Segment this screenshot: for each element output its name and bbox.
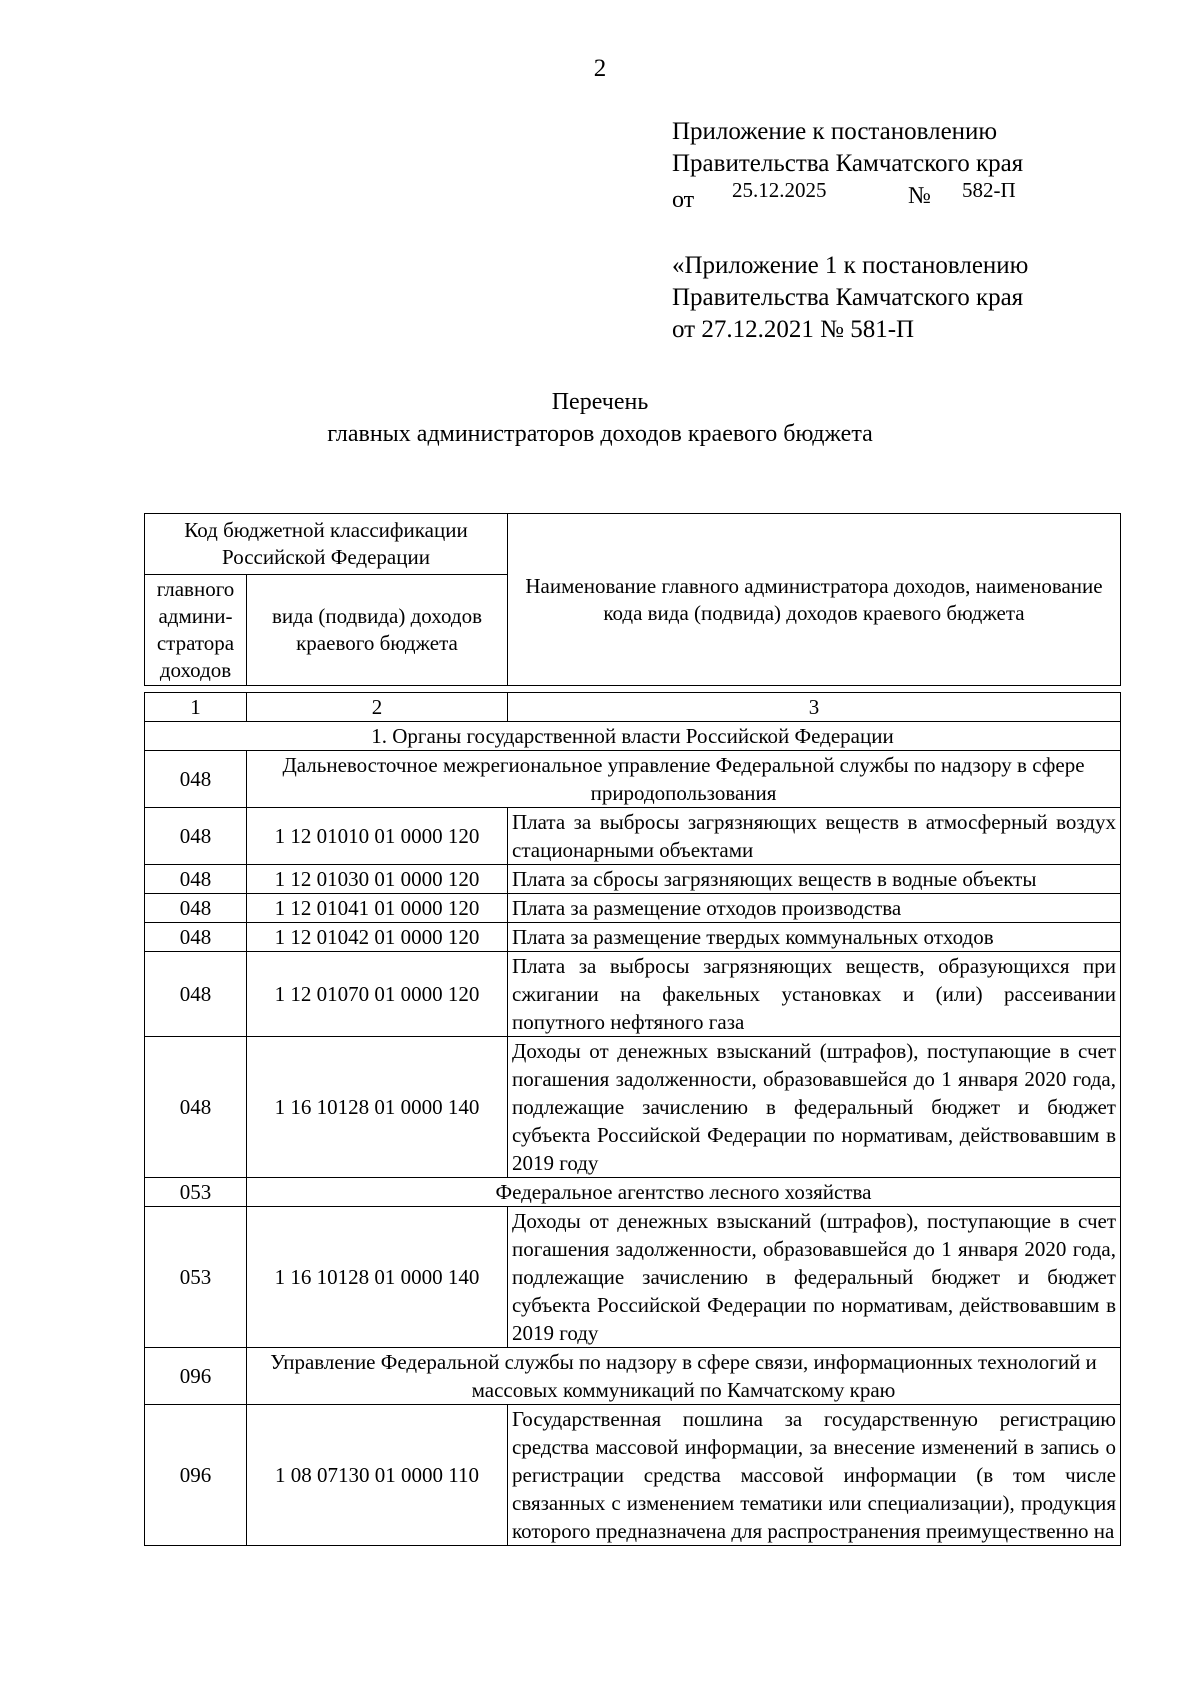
header-group-cell: Код бюджетной классификации Российской Федерации — [145, 514, 508, 575]
table-row — [145, 1348, 1121, 1405]
appendix-original-line2: Правительства Камчатского края — [672, 284, 1024, 311]
administrator-name: Управление Федеральной службы по надзору в сфере связи, информационных технологий и массовых коммуникаций по Камчатскому краю — [247, 1348, 1121, 1405]
number-label: № — [908, 183, 931, 209]
admin-code: 048 — [145, 894, 247, 923]
income-name: Доходы от денежных взысканий (штрафов), поступающие в счет погашения задолженности, образовавшейся до 1 января 2020 года, подлежащие зачислению в федеральный бюджет и бюджет субъекта Российской Федерации по нормативам, действовавшим в 2019 году — [508, 1037, 1121, 1178]
income-name: Доходы от денежных взысканий (штрафов), поступающие в счет погашения задолженности, образовавшейся до 1 января 2020 года, подлежащие зачислению в федеральный бюджет и бюджет субъекта Российской Федерации по нормативам, действовавшим в 2019 году — [508, 1207, 1121, 1348]
income-code: 1 12 01042 01 0000 120 — [247, 923, 508, 952]
table-row — [145, 923, 1121, 952]
table-row — [145, 1405, 1121, 1546]
appendix-current-line2: Правительства Камчатского края — [672, 150, 1024, 177]
table-row — [145, 865, 1121, 894]
table-row — [145, 1178, 1121, 1207]
page-number: 2 — [593, 55, 607, 82]
column-number-2: 2 — [247, 693, 508, 722]
column-number-row — [145, 693, 1121, 722]
decree-number: 582-П — [962, 178, 1016, 202]
table-row — [145, 1037, 1121, 1178]
admin-code: 048 — [145, 923, 247, 952]
appendix-original-block — [672, 250, 1028, 346]
admin-code: 053 — [145, 1178, 247, 1207]
decree-date: 25.12.2025 — [732, 178, 827, 202]
appendix-original-line3: от 27.12.2021 № 581-П — [672, 316, 915, 343]
appendix-current-block — [672, 116, 1023, 212]
income-code: 1 12 01070 01 0000 120 — [247, 952, 508, 1037]
appendix-current-reference — [672, 180, 1023, 212]
document-title — [0, 386, 1200, 450]
admin-code: 096 — [145, 1348, 247, 1405]
income-code: 1 16 10128 01 0000 140 — [247, 1207, 508, 1348]
income-code: 1 12 01030 01 0000 120 — [247, 865, 508, 894]
income-code: 1 16 10128 01 0000 140 — [247, 1037, 508, 1178]
income-name: Государственная пошлина за государственную регистрацию средства массовой информации, за внесение изменений в запись о регистрации средства массовой информации (в том числе связанных с изменением тематики или специализации), продукция которого предназначена для распространения преимущественно на — [508, 1405, 1121, 1546]
admin-code: 053 — [145, 1207, 247, 1348]
administrator-name: Дальневосточное межрегиональное управление Федеральной службы по надзору в сфере природопользования — [247, 751, 1121, 808]
table-row — [145, 1207, 1121, 1348]
income-name: Плата за выбросы загрязняющих веществ, образующихся при сжигании на факельных установках и (или) рассеивании попутного нефтяного газа — [508, 952, 1121, 1037]
date-label: от — [672, 187, 695, 213]
column-number-1: 1 — [145, 693, 247, 722]
income-code: 1 12 01010 01 0000 120 — [247, 808, 508, 865]
admin-code: 048 — [145, 865, 247, 894]
income-name: Плата за размещение отходов производства — [508, 894, 1121, 923]
section-title: 1. Органы государственной власти Российской Федерации — [145, 722, 1121, 751]
administrator-name: Федеральное агентство лесного хозяйства — [247, 1178, 1121, 1207]
admin-code: 048 — [145, 952, 247, 1037]
income-name: Плата за сбросы загрязняющих веществ в водные объекты — [508, 865, 1121, 894]
column-number-3: 3 — [508, 693, 1121, 722]
appendix-original-line1: «Приложение 1 к постановлению — [672, 252, 1029, 279]
table-row — [145, 894, 1121, 923]
admin-code: 048 — [145, 1037, 247, 1178]
income-code: 1 12 01041 01 0000 120 — [247, 894, 508, 923]
admin-code: 096 — [145, 1405, 247, 1546]
income-code: 1 08 07130 01 0000 110 — [247, 1405, 508, 1546]
header-col2-cell: вида (подвида) доходов краевого бюджета — [247, 575, 508, 686]
income-name: Плата за выбросы загрязняющих веществ в атмосферный воздух стационарными объектами — [508, 808, 1121, 865]
section-row — [145, 722, 1121, 751]
income-name: Плата за размещение твердых коммунальных отходов — [508, 923, 1121, 952]
table-header — [144, 513, 1121, 686]
income-table — [144, 692, 1121, 1546]
table-row — [145, 751, 1121, 808]
title-line2: главных администраторов доходов краевого бюджета — [327, 421, 873, 447]
admin-code: 048 — [145, 808, 247, 865]
header-col3-cell: Наименование главного администратора доходов, наименование кода вида (подвида) доходов краевого бюджета — [508, 514, 1121, 686]
table-row — [145, 952, 1121, 1037]
appendix-current-line1: Приложение к постановлению — [672, 118, 998, 145]
table-row — [145, 808, 1121, 865]
admin-code: 048 — [145, 751, 247, 808]
header-col1-cell: главного админи-стратора доходов — [145, 575, 247, 686]
title-line1: Перечень — [551, 389, 649, 415]
